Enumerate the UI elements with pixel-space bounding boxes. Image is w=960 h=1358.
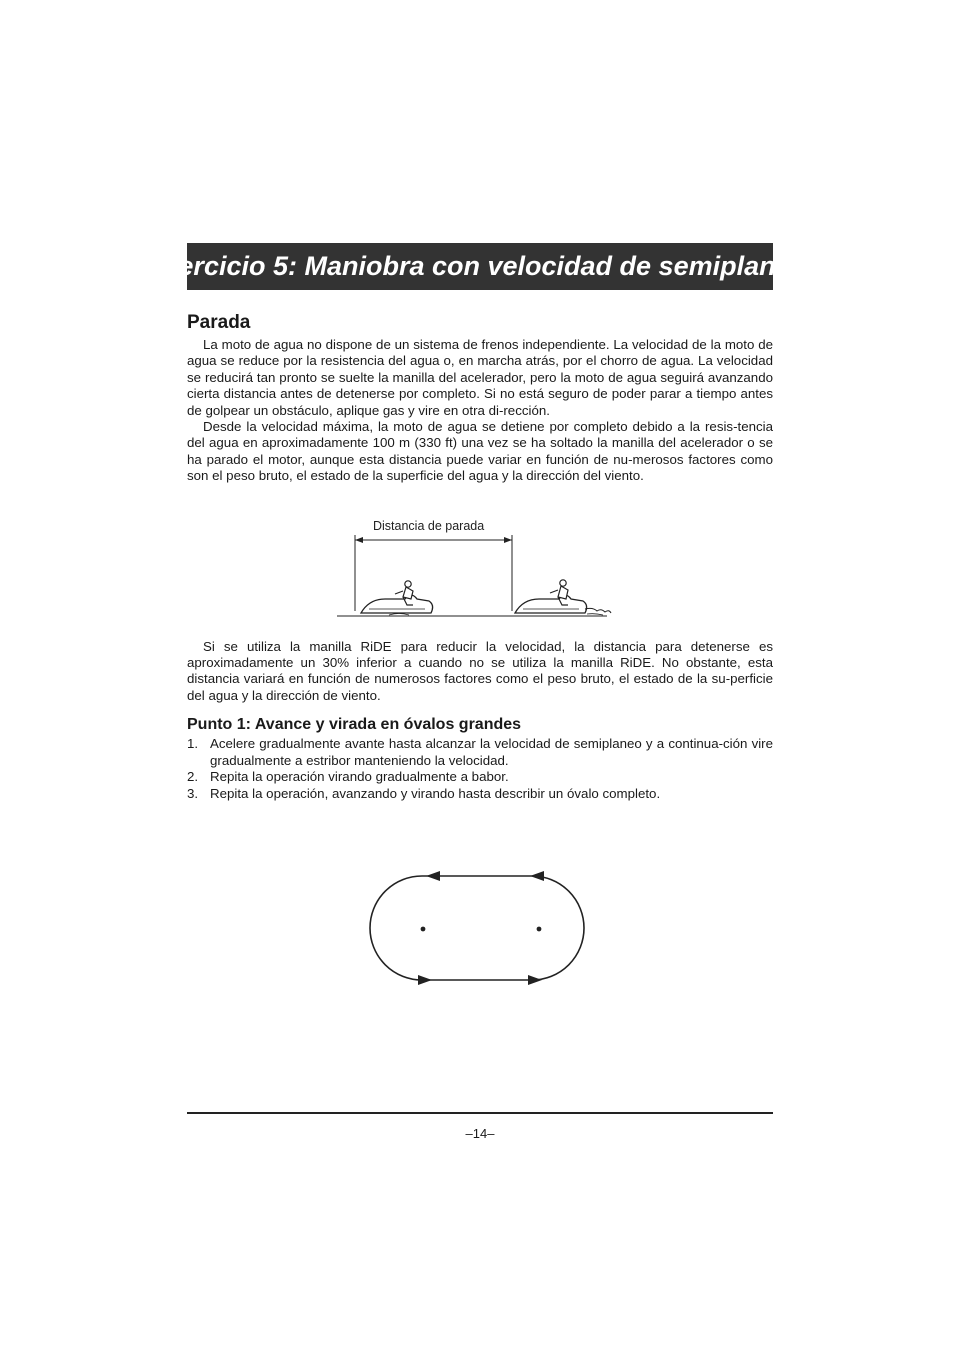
list-item-text: Acelere gradualmente avante hasta alcanzar la velocidad de semiplaneo y a continua-ción vire gradualmente a estribor manteniendo la velocidad.	[210, 736, 773, 768]
section-heading-punto1: Punto 1: Avance y virada en óvalos grandes	[187, 716, 522, 734]
page-number: –14–	[465, 1126, 495, 1141]
list-item-text: Repita la operación virando gradualmente a babor.	[210, 769, 509, 785]
list-item-text: Repita la operación, avanzando y virando hasta describir un óvalo completo.	[210, 785, 661, 801]
turn-center-point	[421, 927, 426, 932]
list-item-number: 2.	[187, 769, 199, 785]
list-item	[187, 769, 773, 785]
arrow-left-icon	[426, 871, 440, 881]
main-content	[187, 312, 773, 802]
oval-course-diagram	[360, 862, 600, 990]
list-item-number: 3.	[187, 785, 199, 801]
arrow-left-icon	[530, 871, 544, 881]
paragraph: Si se utiliza la manilla RiDE para reducir la velocidad, la distancia para detenerse es aproximadamente un 30% inferior a cuando no se utiliza la manilla RiDE. No obstante, esta distancia variará en función de numerosos factores como el peso bruto, el estado de la su-perficie del agua y la dirección de viento.	[187, 638, 773, 703]
list-item	[187, 786, 773, 802]
paragraph: La moto de agua no dispone de un sistema de frenos independiente. La velocidad de la moto de agua se reduce por la resistencia del agua o, en marcha atrás, por el chorro de agua. La velocidad se reducirá tan pronto se suelte la manilla del acelerador, pero la moto de agua seguirá avanzando cierta distancia antes de detenerse por completo. Si no está seguro de poder parar a tiempo antes de golpear un obstáculo, aplique gas y vire en otra di-rección.	[187, 337, 773, 418]
stopping-distance-diagram	[187, 515, 773, 623]
list-item	[187, 736, 773, 769]
section-heading-parada: Parada	[187, 312, 251, 333]
turn-center-point	[537, 927, 542, 932]
page-title: Ejercicio 5: Maniobra con velocidad de semiplaneo	[152, 251, 808, 281]
paragraph: Desde la velocidad máxima, la moto de agua se detiene por completo debido a la resis-tencia del agua en aproximadamente 100 m (330 ft) una vez se ha soltado la manilla del acelerador o se ha parado el motor, aunque esta distancia puede variar en función de nu-merosos factores como son el peso bruto, el estado de la superficie del agua y la dirección del viento.	[187, 419, 773, 484]
arrow-right-icon	[528, 975, 542, 985]
stopping-distance-figure	[187, 515, 773, 623]
arrow-right-icon	[418, 975, 432, 985]
jet-ski-stopped-icon	[361, 580, 433, 614]
oval-course-figure	[360, 862, 600, 990]
footer-divider	[187, 1112, 773, 1114]
list-item-number: 1.	[187, 736, 199, 752]
figure-label: Distancia de parada	[373, 518, 485, 533]
title-banner	[152, 243, 808, 290]
steps-list	[187, 736, 773, 802]
jet-ski-moving-icon	[515, 579, 611, 614]
